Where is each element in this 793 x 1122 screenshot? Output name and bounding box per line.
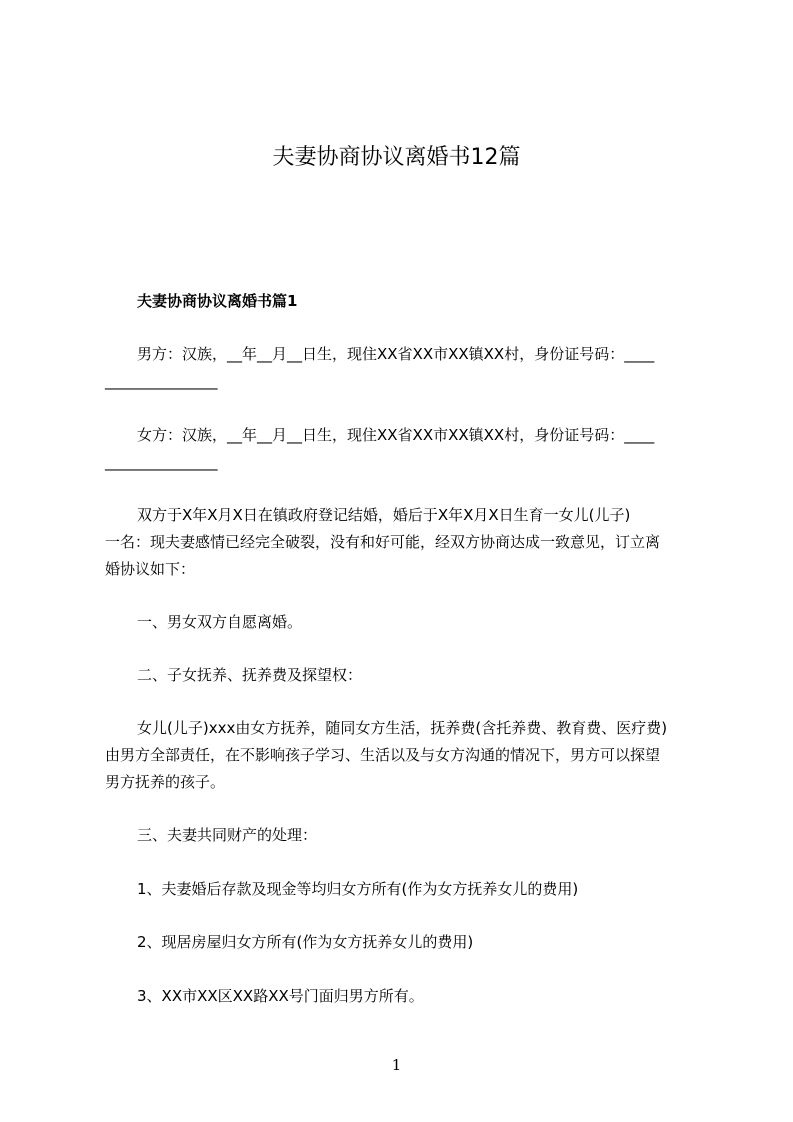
clause-1: 一、男女双方自愿离婚。	[137, 613, 303, 631]
property-item-2: 2、现居房屋归女方所有(作为女方抚养女儿的费用)	[137, 933, 474, 951]
document-title: 夫妻协商协议离婚书12篇	[272, 145, 521, 170]
male-party-line: 男方：汉族，__年__月__日生，现住XX省XX市XX镇XX村，身份证号码：____	[137, 345, 655, 363]
property-item-3: 3、XX市XX区XX路XX号门面归男方所有。	[137, 987, 424, 1005]
male-party-id-continuation: _______________	[105, 372, 218, 390]
female-party-line: 女方：汉族，__年__月__日生，现住XX省XX市XX镇XX村，身份证号码：____	[137, 426, 655, 444]
intro-line-2: 一名：现夫妻感情已经完全破裂，没有和好可能，经双方协商达成一致意见，订立离	[105, 533, 661, 551]
property-item-1: 1、夫妻婚后存款及现金等均归女方所有(作为女方抚养女儿的费用)	[137, 880, 579, 898]
clause-3: 三、夫妻共同财产的处理：	[137, 826, 318, 844]
intro-line-3: 婚协议如下：	[105, 560, 196, 578]
section-heading: 夫妻协商协议离婚书篇1	[137, 292, 298, 310]
page-number: 1	[391, 1056, 402, 1074]
clause-2: 二、子女抚养、抚养费及探望权：	[137, 666, 363, 684]
child-custody-line-1: 女儿(儿子)xxx由女方抚养，随同女方生活，抚养费(含托养费、教育费、医疗费)	[137, 719, 668, 737]
child-custody-line-3: 男方抚养的孩子。	[105, 773, 226, 791]
intro-line-1: 双方于X年X月X日在镇政府登记结婚，婚后于X年X月X日生育一女儿(儿子)	[137, 506, 631, 524]
child-custody-line-2: 由男方全部责任，在不影响孩子学习、生活以及与女方沟通的情况下，男方可以探望	[105, 746, 661, 764]
female-party-id-continuation: _______________	[105, 453, 218, 471]
